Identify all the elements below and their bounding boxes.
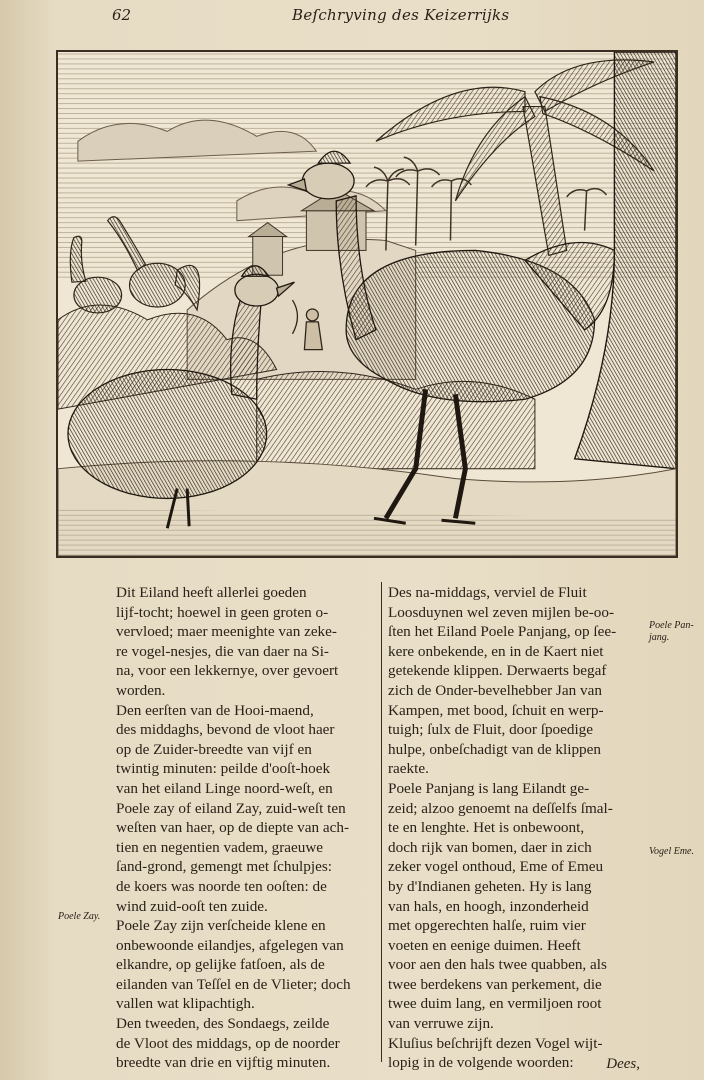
text-line: Des na-middags, verviel de Fluit (388, 584, 587, 601)
text-line: Kluſius beſchrijft dezen Vogel wijt- (388, 1034, 603, 1052)
text-line: vervloed; maer meenighte van zeke- (116, 623, 337, 641)
margin-note-vogel-eme: Vogel Eme. (649, 846, 694, 857)
text-line: Den eerſten van de Hooi-maend, (116, 701, 314, 719)
margin-note-poele-panjang: Poele Pan-jang. (649, 620, 694, 643)
text-line: des middaghs, bevond de vloot haer (116, 721, 335, 739)
text-line: voor aen den hals twee quabben, als (388, 956, 607, 974)
left-text-column (116, 583, 378, 1073)
running-head: Beſchryving des Keizerrijks (292, 6, 510, 24)
text-line: eilanden van Teſſel en de Vlieter; doch (116, 975, 351, 993)
engraving-illustration (58, 52, 676, 556)
text-line: onbewoonde eilandjes, afgelegen van (116, 936, 344, 954)
text-line: raekte. (388, 760, 429, 778)
right-text-column (388, 583, 646, 1073)
text-line: op de Zuider-breedte van vijf en (116, 740, 312, 758)
text-line: zeker vogel onthoud, Eme of Emeu (388, 858, 604, 876)
text-line: weſten van haer, op de diepte van ach- (116, 819, 350, 837)
text-line: de koers was noorde ten ooſten: de (116, 877, 327, 895)
text-line: twintig minuten: peilde d'ooſt-hoek (116, 760, 331, 778)
text-line: voeten en eenige duimen. Heeft (388, 936, 581, 954)
text-line: ſten het Eiland Poele Panjang, op ſee- (388, 623, 617, 641)
text-line: na, voor een lekkernye, over gevoert (116, 662, 339, 680)
margin-note-poele-zay: Poele Zay. (58, 911, 101, 922)
text-line: twee duim lang, en vermiljoen root (388, 995, 602, 1013)
text-line: tien en negentien vadem, graeuwe (116, 838, 324, 856)
text-line: Poele zay of eiland Zay, zuid-weſt ten (116, 799, 346, 817)
text-line: lijf-tocht; hoewel in geen groten o- (116, 603, 329, 621)
text-line: kere onbekende, en in de Kaert niet (388, 642, 604, 660)
text-line: ſand-grond, gemengt met ſchulpjes: (116, 858, 332, 876)
text-line: met opgerechten halſe, ruim vier (388, 917, 586, 935)
column-divider (381, 582, 382, 1062)
text-line: van hals, en hoogh, inzonderheid (388, 897, 589, 915)
text-line: breedte van drie en vijftig minuten. (116, 1054, 331, 1072)
text-line: re vogel-nesjes, die van daer na Si- (116, 642, 329, 660)
text-line: zeid; alzoo genoemt na deſſelfs ſmal- (388, 799, 613, 817)
text-line: te en lenghte. Het is onbewoont, (388, 819, 585, 837)
text-line: Den tweeden, des Sondaegs, zeilde (116, 1015, 330, 1033)
text-line: Loosduynen wel zeven mijlen be-oo- (388, 603, 615, 621)
text-line: doch rijk van bomen, daer in zich (388, 838, 592, 856)
text-line: by d'Indianen geheten. Hy is lang (388, 877, 592, 895)
engraving-plate (56, 50, 678, 558)
text-line: zich de Onder-bevelhebber Jan van (388, 681, 602, 699)
text-line: tuigh; ſulx de Fluit, door ſpoedige (388, 721, 594, 739)
text-line: van het eiland Linge noord-weſt, en (116, 779, 333, 797)
text-line: getekende klippen. Derwaerts begaf (388, 662, 607, 680)
text-line: van verruwe zijn. (388, 1015, 494, 1033)
text-line: de Vloot des middags, op de noorder (116, 1034, 340, 1052)
text-line: Poele Panjang is lang Eilandt ge- (388, 779, 590, 797)
text-line: worden. (116, 681, 166, 699)
text-line: twee berdekens van perkement, die (388, 975, 602, 993)
text-line: elkandre, op gelijke fatſoen, als de (116, 956, 325, 974)
page-number: 62 (112, 6, 132, 24)
text-line: Dit Eiland heeft allerlei goeden (116, 584, 307, 601)
catchword: Dees, (606, 1056, 640, 1072)
text-line: hulpe, onbeſchadigt van de klippen (388, 740, 601, 758)
text-line: Poele Zay zijn verſcheide klene en (116, 917, 326, 935)
text-line: vallen wat klipachtigh. (116, 995, 255, 1013)
text-line: wind zuid-ooſt ten zuide. (116, 897, 268, 915)
text-line: Kampen, met bood, ſchuit en werp- (388, 701, 604, 719)
text-line: lopig in de volgende woorden: (388, 1054, 574, 1072)
